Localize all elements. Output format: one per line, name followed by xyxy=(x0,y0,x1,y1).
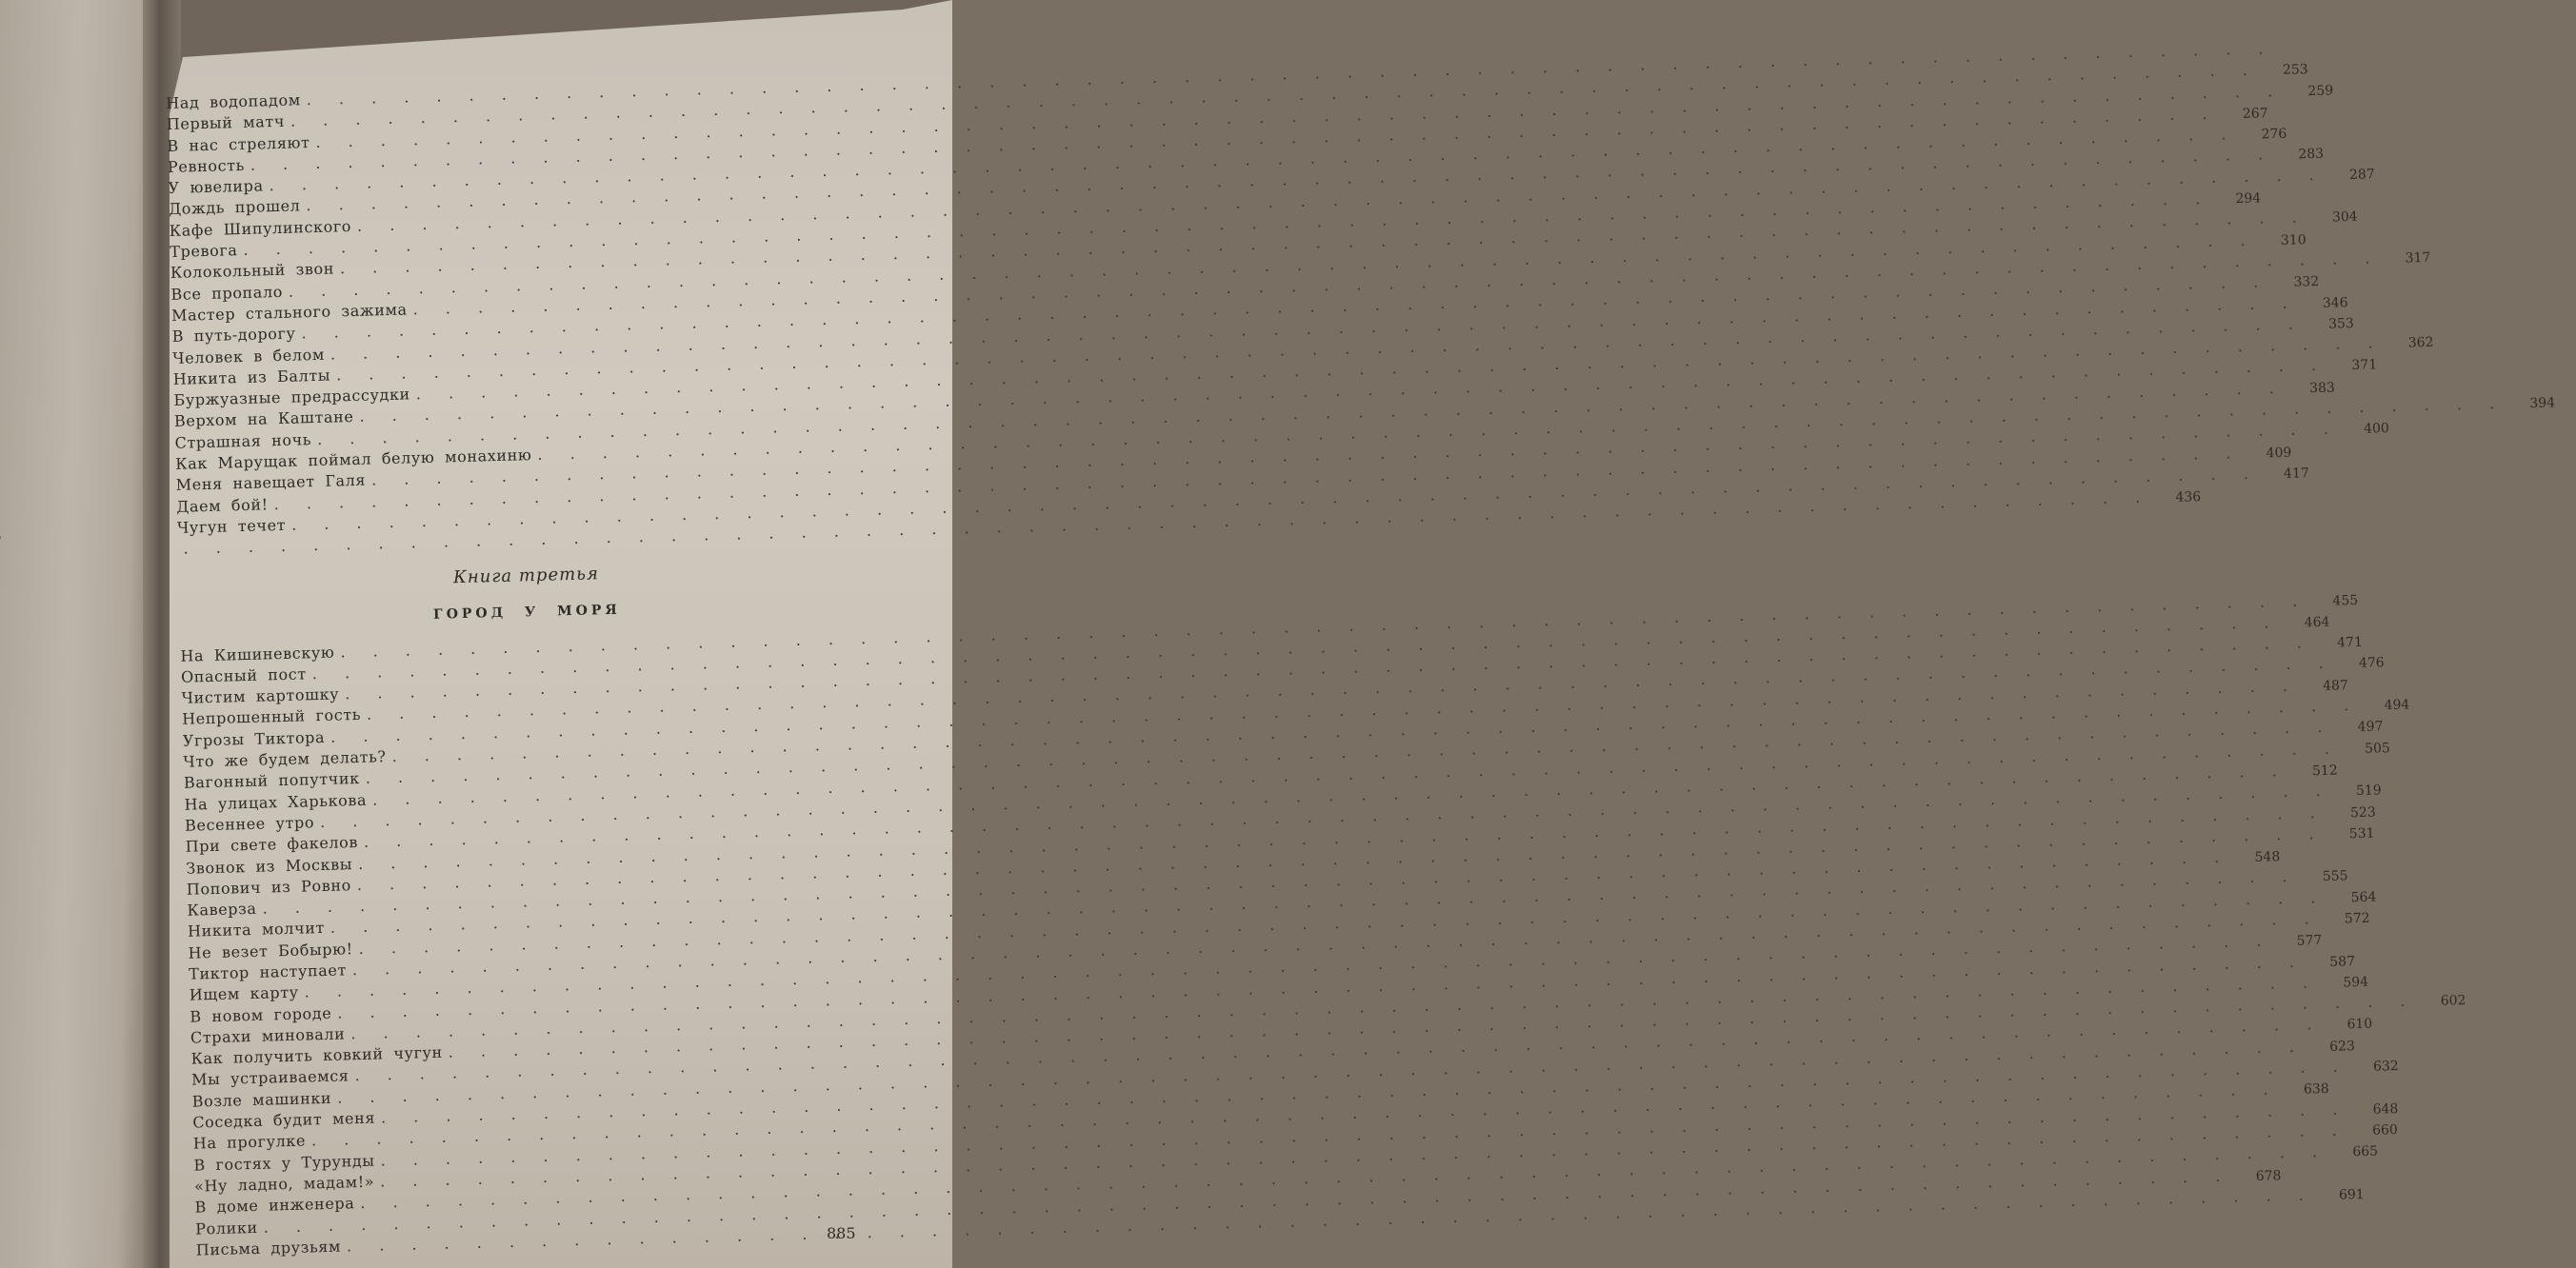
toc-entry-title: Ищем карту xyxy=(189,982,299,1004)
toc-entry-page: 304 xyxy=(2331,209,2358,226)
toc-entry-page: 283 xyxy=(2298,147,2325,163)
toc-entry-title: Вагонный попутчик xyxy=(183,769,360,793)
toc-entry-page: 259 xyxy=(2307,83,2334,99)
toc-entry-page: 638 xyxy=(2303,1081,2329,1098)
toc-entry-title: Дождь прошел xyxy=(168,196,301,219)
toc-entry-page: 505 xyxy=(2364,740,2391,757)
toc-entry-title: Ревность xyxy=(167,155,246,176)
toc-entry-page: 436 xyxy=(2175,489,2202,506)
toc-entry-title: Тревога xyxy=(170,241,238,262)
toc-entry-page: 383 xyxy=(2308,380,2336,396)
toc-entry-title: Каверза xyxy=(187,899,257,920)
toc-entry-page: 464 xyxy=(2304,614,2330,631)
toc-entry-page: 267 xyxy=(2242,106,2268,122)
toc-entry-title: Страшная ночь xyxy=(174,429,312,452)
toc-entry-page: 587 xyxy=(2329,953,2356,970)
toc-entry-title: Звонок из Москвы xyxy=(186,854,353,878)
toc-entry-page: 417 xyxy=(2283,466,2309,482)
toc-entry-title: На прогулке xyxy=(192,1131,307,1153)
toc-entry-page: 564 xyxy=(2350,889,2377,905)
toc-entry-page: 494 xyxy=(2384,697,2410,714)
toc-entry-page: 660 xyxy=(2371,1121,2399,1139)
toc-entry-title: При свете факелов xyxy=(185,833,359,856)
toc-entry-page: 455 xyxy=(2332,592,2359,609)
toc-entry-page: 287 xyxy=(2348,167,2375,183)
toc-entry-page: 409 xyxy=(2266,445,2292,462)
toc-entry-title: Угрозы Тиктора xyxy=(182,727,326,750)
toc-entry-title: Чугун течет xyxy=(176,515,287,537)
toc-entry-title: В гостях у Турунды xyxy=(193,1151,375,1175)
toc-entry-page: 471 xyxy=(2336,634,2364,651)
toc-entry-title: Не везет Бобырю! xyxy=(188,939,353,962)
toc-entry-page: 648 xyxy=(2372,1100,2399,1118)
toc-entry-title: Как получить ковкий чугун xyxy=(190,1042,444,1068)
toc-entry-title: Все пропало xyxy=(170,282,284,304)
toc-entry-title: В нас стреляют xyxy=(167,132,310,155)
toc-entry-title: У ювелира xyxy=(168,176,264,198)
toc-entry-page: 487 xyxy=(2322,677,2349,694)
toc-entry-title: Мы устраиваемся xyxy=(190,1066,349,1090)
toc-entry-page: 665 xyxy=(2352,1143,2379,1160)
toc-entry-title: На улицах Харькова xyxy=(184,790,368,814)
toc-entry-page: 531 xyxy=(2348,825,2375,842)
toc-entry-title: Возле машинки xyxy=(191,1088,332,1111)
toc-entry-title: Над водопадом xyxy=(166,90,301,112)
toc-entry-title: Чистим картошку xyxy=(181,684,340,707)
toc-entry-title: Весеннее утро xyxy=(184,813,315,835)
toc-entry-page: 594 xyxy=(2343,974,2369,991)
toc-entry-page: 371 xyxy=(2351,357,2378,374)
toc-entry-title: На Кишиневскую xyxy=(180,643,335,665)
toc-entry-page: 577 xyxy=(2296,933,2323,950)
left-page-number xyxy=(0,567,1,588)
toc-entry-title: Ролики xyxy=(194,1218,258,1238)
page-number: 885 xyxy=(827,1224,856,1242)
toc-entry-title: Никита молчит xyxy=(187,919,326,941)
table-of-contents xyxy=(166,62,2556,1261)
toc-entry-page: 691 xyxy=(2338,1186,2365,1203)
toc-entry-page: 523 xyxy=(2349,804,2376,821)
toc-entry-title: Письма друзьям xyxy=(195,1237,342,1259)
toc-entry-page: 294 xyxy=(2235,190,2262,208)
toc-entry-page: 623 xyxy=(2328,1038,2356,1055)
toc-entry-page: 512 xyxy=(2311,763,2338,780)
left-page-number xyxy=(0,546,2,567)
toc-entry-page: 310 xyxy=(2280,231,2306,248)
toc-entry-title: Соседка будит меня xyxy=(192,1108,376,1132)
toc-entry-page: 400 xyxy=(2363,421,2390,438)
toc-entry-title: Что же будем делать? xyxy=(183,747,387,771)
toc-entry-page xyxy=(2281,52,2325,53)
toc-entry-page: 632 xyxy=(2372,1059,2399,1075)
toc-entry-page: 476 xyxy=(2358,655,2385,672)
toc-entry-title: Первый матч xyxy=(166,112,286,134)
toc-entry-title: «Ну ладно, мадам!» xyxy=(193,1172,375,1196)
toc-entry-title: Как Марущак поймал белую монахиню xyxy=(174,446,532,473)
toc-entry-page: 678 xyxy=(2255,1167,2282,1184)
toc-entry-page: 394 xyxy=(2529,395,2556,412)
toc-entry-title: Колокольный звон xyxy=(170,259,335,283)
toc-entry-page: 332 xyxy=(2293,274,2320,290)
toc-entry-page: 317 xyxy=(2405,249,2431,267)
left-page-numbers xyxy=(0,525,2,965)
toc-entry-title: В путь-дорогу xyxy=(171,324,296,347)
section-heading: Книга третья xyxy=(452,563,600,587)
section-title: ГОРОД У МОРЯ xyxy=(432,602,621,623)
toc-entry-title: Верхом на Каштане xyxy=(173,407,354,431)
toc-entry-title: Никита из Балты xyxy=(172,366,331,388)
toc-entry-page: 362 xyxy=(2407,334,2434,351)
toc-entry-title: Человек в белом xyxy=(172,345,326,367)
toc-entry-page: 346 xyxy=(2322,294,2348,311)
toc-entry-page: 353 xyxy=(2327,315,2355,332)
toc-entry-page: 548 xyxy=(2254,849,2281,865)
toc-entry-title: Тиктор наступает xyxy=(188,961,348,983)
toc-entry-page: 497 xyxy=(2357,719,2384,736)
toc-entry-page: 519 xyxy=(2355,783,2382,800)
left-page-number xyxy=(0,525,2,546)
toc-entry-page: 276 xyxy=(2261,126,2287,143)
toc-entry-title: Даем бой! xyxy=(176,494,269,516)
toc-entry-title: Кафе Шипулинского xyxy=(169,216,352,240)
toc-entry-title: Страхи миновали xyxy=(190,1024,346,1047)
toc-entry-page: 572 xyxy=(2344,910,2370,927)
toc-entry-title: Меня навещает Галя xyxy=(175,470,367,495)
toc-entry-page: 602 xyxy=(2440,993,2466,1009)
toc-entry-title: Непрошенный гость xyxy=(181,705,362,729)
toc-entry-page: 253 xyxy=(2282,62,2308,79)
toc-entry-title: Буржуазные предрассудки xyxy=(173,385,411,410)
toc-entry-title: Попович из Ровно xyxy=(186,875,352,899)
left-page-number xyxy=(0,588,1,609)
toc-entry-page: 555 xyxy=(2322,868,2348,885)
toc-entry-title: Мастер стального зажима xyxy=(170,300,408,325)
toc-list-book-two xyxy=(166,62,2556,560)
toc-entry-page: 610 xyxy=(2346,1017,2373,1033)
toc-entry-title: Опасный пост xyxy=(180,664,308,686)
toc-entry-title: В доме инженера xyxy=(194,1194,355,1217)
toc-entry-title: В новом городе xyxy=(190,1003,332,1026)
